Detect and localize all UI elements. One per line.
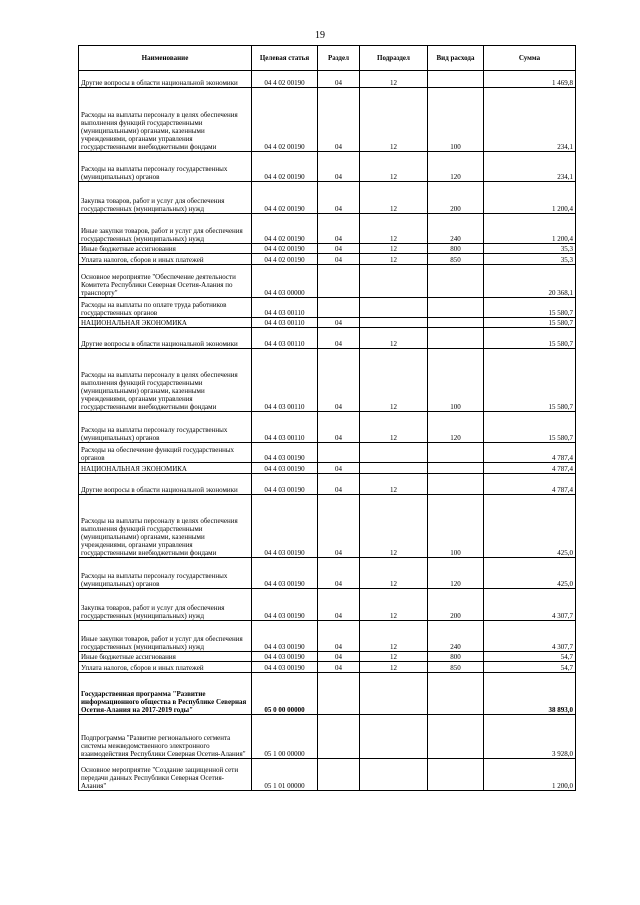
table-row — [79, 715, 576, 759]
table-row — [79, 443, 576, 463]
row-amount: 54,7 — [484, 652, 576, 662]
row-subsection — [360, 715, 428, 759]
row-section — [318, 715, 360, 759]
row-code: 04 4 02 00190 — [252, 182, 318, 214]
row-code: 04 4 03 00190 — [252, 662, 318, 673]
row-code: 04 4 03 00190 — [252, 474, 318, 495]
table-row — [79, 673, 576, 715]
row-name: Расходы на выплаты персоналу в целях обеспечения выполнения функций государственными (муниципальными) органами, казенными учреждениями, органами управления государственными внебюджетными фондами — [79, 88, 252, 152]
row-section: 04 — [318, 71, 360, 88]
row-subsection — [360, 298, 428, 318]
row-expense-type: 240 — [428, 621, 484, 652]
row-section: 04 — [318, 412, 360, 443]
row-amount: 1 200,0 — [484, 759, 576, 791]
row-section: 04 — [318, 244, 360, 254]
table-row — [79, 152, 576, 182]
row-section: 04 — [318, 474, 360, 495]
row-amount: 425,0 — [484, 558, 576, 589]
row-code: 04 4 03 00110 — [252, 412, 318, 443]
table-row — [79, 412, 576, 443]
row-code: 04 4 03 00190 — [252, 443, 318, 463]
row-amount: 4 787,4 — [484, 443, 576, 463]
table-row — [79, 474, 576, 495]
row-amount: 234,1 — [484, 152, 576, 182]
table-row — [79, 652, 576, 662]
table-row — [79, 318, 576, 328]
row-name: Расходы на выплаты персоналу государственных (муниципальных) органов — [79, 412, 252, 443]
row-amount: 54,7 — [484, 662, 576, 673]
row-amount: 1 469,8 — [484, 71, 576, 88]
row-amount: 1 200,4 — [484, 214, 576, 244]
row-expense-type: 120 — [428, 558, 484, 589]
row-name: Подпрограмма "Развитие регионального сегмента системы межведомственного электронного взаимодействия Республики Северная Осетия-Алания" — [79, 715, 252, 759]
table-body — [79, 71, 576, 791]
row-code: 04 4 02 00190 — [252, 71, 318, 88]
row-section: 04 — [318, 182, 360, 214]
row-amount: 4 307,7 — [484, 621, 576, 652]
row-expense-type — [428, 298, 484, 318]
table-row — [79, 328, 576, 349]
row-subsection — [360, 759, 428, 791]
row-section: 04 — [318, 495, 360, 558]
row-subsection: 12 — [360, 244, 428, 254]
row-code: 04 4 02 00190 — [252, 214, 318, 244]
row-amount: 35,3 — [484, 244, 576, 254]
table-row — [79, 182, 576, 214]
table-row — [79, 214, 576, 244]
row-code: 04 4 03 00190 — [252, 495, 318, 558]
row-code: 05 1 01 00000 — [252, 759, 318, 791]
row-subsection — [360, 673, 428, 715]
row-name: Иные закупки товаров, работ и услуг для обеспечения государственных (муниципальных) нужд — [79, 214, 252, 244]
row-section — [318, 265, 360, 298]
row-subsection — [360, 265, 428, 298]
row-code: 04 4 03 00190 — [252, 589, 318, 621]
row-subsection: 12 — [360, 182, 428, 214]
row-amount: 4 787,4 — [484, 474, 576, 495]
table-row — [79, 759, 576, 791]
row-amount: 234,1 — [484, 88, 576, 152]
row-amount: 425,0 — [484, 495, 576, 558]
row-expense-type — [428, 759, 484, 791]
table-row — [79, 558, 576, 589]
row-section: 04 — [318, 318, 360, 328]
row-section: 04 — [318, 558, 360, 589]
row-subsection — [360, 443, 428, 463]
row-section: 04 — [318, 214, 360, 244]
row-expense-type — [428, 318, 484, 328]
table-row — [79, 349, 576, 412]
row-code: 05 0 00 00000 — [252, 673, 318, 715]
row-expense-type — [428, 265, 484, 298]
row-code: 04 4 03 00190 — [252, 652, 318, 662]
row-name: Закупка товаров, работ и услуг для обеспечения государственных (муниципальных) нужд — [79, 589, 252, 621]
budget-table — [78, 45, 576, 791]
row-section: 04 — [318, 254, 360, 265]
row-code: 04 4 02 00190 — [252, 254, 318, 265]
row-amount: 15 580,7 — [484, 412, 576, 443]
row-code: 04 4 03 00110 — [252, 318, 318, 328]
row-subsection: 12 — [360, 328, 428, 349]
row-code: 04 4 03 00110 — [252, 298, 318, 318]
row-code: 04 4 02 00190 — [252, 152, 318, 182]
row-name: Государственная программа "Развитие информационного общества в Республике Северная Осетия-Алания на 2017-2019 годы" — [79, 673, 252, 715]
row-expense-type: 200 — [428, 589, 484, 621]
row-expense-type — [428, 474, 484, 495]
row-section — [318, 298, 360, 318]
row-code: 04 4 02 00190 — [252, 88, 318, 152]
header-expense-type: Вид расхода — [428, 46, 484, 71]
row-code: 04 4 03 00110 — [252, 328, 318, 349]
row-subsection: 12 — [360, 349, 428, 412]
row-subsection: 12 — [360, 621, 428, 652]
table-row — [79, 265, 576, 298]
row-subsection — [360, 318, 428, 328]
row-amount: 3 928,0 — [484, 715, 576, 759]
header-section: Раздел — [318, 46, 360, 71]
row-code: 04 4 03 00190 — [252, 463, 318, 474]
row-expense-type: 100 — [428, 88, 484, 152]
table-row — [79, 88, 576, 152]
header-name: Наименование — [79, 46, 252, 71]
row-subsection: 12 — [360, 474, 428, 495]
row-expense-type: 800 — [428, 244, 484, 254]
row-section — [318, 443, 360, 463]
row-expense-type: 850 — [428, 254, 484, 265]
row-amount: 15 580,7 — [484, 349, 576, 412]
row-name: Иные бюджетные ассигнования — [79, 244, 252, 254]
row-code: 04 4 03 00190 — [252, 558, 318, 589]
row-subsection: 12 — [360, 662, 428, 673]
row-expense-type: 120 — [428, 152, 484, 182]
row-amount: 1 200,4 — [484, 182, 576, 214]
row-name: Расходы на обеспечение функций государственных органов — [79, 443, 252, 463]
row-code: 04 4 02 00190 — [252, 244, 318, 254]
page-number: 19 — [315, 30, 325, 41]
row-expense-type: 800 — [428, 652, 484, 662]
row-name: Уплата налогов, сборов и иных платежей — [79, 254, 252, 265]
row-name: НАЦИОНАЛЬНАЯ ЭКОНОМИКА — [79, 463, 252, 474]
header-code: Целевая статья — [252, 46, 318, 71]
row-section: 04 — [318, 621, 360, 652]
row-name: Расходы на выплаты персоналу государственных (муниципальных) органов — [79, 558, 252, 589]
row-name: Основное мероприятие "Обеспечение деятельности Комитета Республики Северная Осетия-Алания по транспорту" — [79, 265, 252, 298]
row-expense-type — [428, 328, 484, 349]
row-name: НАЦИОНАЛЬНАЯ ЭКОНОМИКА — [79, 318, 252, 328]
row-section: 04 — [318, 88, 360, 152]
row-subsection: 12 — [360, 558, 428, 589]
row-section: 04 — [318, 662, 360, 673]
row-expense-type — [428, 463, 484, 474]
table-header — [79, 46, 576, 71]
row-name: Уплата налогов, сборов и иных платежей — [79, 662, 252, 673]
row-name: Расходы на выплаты персоналу государственных (муниципальных) органов — [79, 152, 252, 182]
row-name: Иные бюджетные ассигнования — [79, 652, 252, 662]
row-subsection: 12 — [360, 254, 428, 265]
row-amount: 4 307,7 — [484, 589, 576, 621]
row-expense-type: 120 — [428, 412, 484, 443]
table-row — [79, 298, 576, 318]
row-subsection: 12 — [360, 88, 428, 152]
row-subsection: 12 — [360, 152, 428, 182]
row-section: 04 — [318, 652, 360, 662]
row-code: 04 4 03 00110 — [252, 349, 318, 412]
row-section: 04 — [318, 328, 360, 349]
row-amount: 15 580,7 — [484, 328, 576, 349]
row-subsection: 12 — [360, 412, 428, 443]
table-row — [79, 71, 576, 88]
table-row — [79, 621, 576, 652]
row-name: Другие вопросы в области национальной экономики — [79, 71, 252, 88]
row-amount: 15 580,7 — [484, 318, 576, 328]
table-row — [79, 244, 576, 254]
row-name: Другие вопросы в области национальной экономики — [79, 474, 252, 495]
row-expense-type: 100 — [428, 495, 484, 558]
row-subsection: 12 — [360, 71, 428, 88]
table-row — [79, 463, 576, 474]
row-subsection: 12 — [360, 495, 428, 558]
row-section: 04 — [318, 589, 360, 621]
row-expense-type — [428, 443, 484, 463]
row-code: 04 4 03 00190 — [252, 621, 318, 652]
row-subsection — [360, 463, 428, 474]
row-name: Расходы на выплаты по оплате труда работников государственных органов — [79, 298, 252, 318]
row-amount: 4 787,4 — [484, 463, 576, 474]
row-amount: 38 893,0 — [484, 673, 576, 715]
row-section — [318, 673, 360, 715]
row-section: 04 — [318, 349, 360, 412]
table-row — [79, 662, 576, 673]
table-row — [79, 589, 576, 621]
row-expense-type: 100 — [428, 349, 484, 412]
row-name: Расходы на выплаты персоналу в целях обеспечения выполнения функций государственными (муниципальными) органами, казенными учреждениями, органами управления государственными внебюджетными фондами — [79, 495, 252, 558]
row-expense-type — [428, 71, 484, 88]
row-expense-type — [428, 673, 484, 715]
row-name: Основное мероприятие "Создание защищенной сети передачи данных Республики Северная Осетия-Алания" — [79, 759, 252, 791]
row-subsection: 12 — [360, 589, 428, 621]
table-row — [79, 495, 576, 558]
row-name: Другие вопросы в области национальной экономики — [79, 328, 252, 349]
row-expense-type: 850 — [428, 662, 484, 673]
row-code: 05 1 00 00000 — [252, 715, 318, 759]
row-amount: 20 368,1 — [484, 265, 576, 298]
row-name: Иные закупки товаров, работ и услуг для обеспечения государственных (муниципальных) нужд — [79, 621, 252, 652]
row-expense-type: 240 — [428, 214, 484, 244]
row-section: 04 — [318, 463, 360, 474]
row-amount: 35,3 — [484, 254, 576, 265]
row-subsection: 12 — [360, 214, 428, 244]
row-code: 04 4 03 00000 — [252, 265, 318, 298]
row-expense-type — [428, 715, 484, 759]
header-amount: Сумма — [484, 46, 576, 71]
row-name: Закупка товаров, работ и услуг для обеспечения государственных (муниципальных) нужд — [79, 182, 252, 214]
header-subsection: Подраздел — [360, 46, 428, 71]
row-expense-type: 200 — [428, 182, 484, 214]
table-row — [79, 254, 576, 265]
row-section: 04 — [318, 152, 360, 182]
row-section — [318, 759, 360, 791]
row-name: Расходы на выплаты персоналу в целях обеспечения выполнения функций государственными (муниципальными) органами, казенными учреждениями, органами управления государственными внебюджетными фондами — [79, 349, 252, 412]
row-amount: 15 580,7 — [484, 298, 576, 318]
row-subsection: 12 — [360, 652, 428, 662]
